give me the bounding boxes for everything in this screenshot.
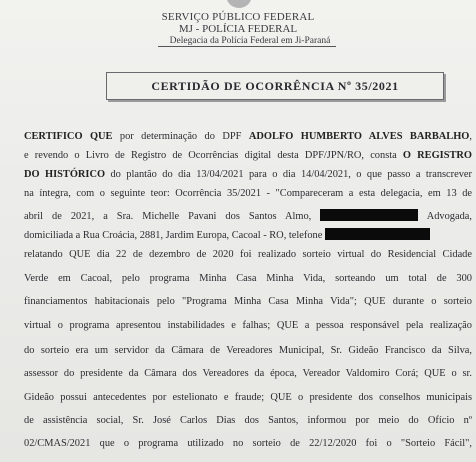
body-line-6: domiciliada a Rua Croácia, 2881, Jardim Europa, Cacoal - RO, telefone — [24, 228, 472, 242]
body-line-4: na íntegra, com o seguinte teor: Ocorrência 35/2021 - "Compareceram a esta delegacia, em 13 de — [24, 188, 472, 199]
body-line-10: virtual o programa apresentou instabilidades e falhas; QUE a pessoa responsável pela realização — [24, 320, 472, 331]
body-line-1: CERTIFICO QUE por determinação do DPF ADOLFO HUMBERTO ALVES BARBALHO, — [24, 131, 472, 142]
body-line-12: assessor do presidente da Câmara dos Vereadores da época, Vereador Valdomiro Corá; QUE o sr. — [24, 368, 472, 379]
header-service: SERVIÇO PÚBLICO FEDERAL — [161, 11, 315, 23]
body-line-3: DO HISTÓRICO do plantão do dia 13/04/2021 para o dia 14/04/2021, o que passo a transcrever — [24, 169, 473, 180]
body-line-9: financiamentos habitacionais pelo "Programa Minha Casa Minha Vida"; QUE durante o sorteio — [24, 296, 472, 307]
document-title: CERTIDÃO DE OCORRÊNCIA Nº 35/2021 — [151, 79, 399, 93]
header-delegacy: Delegacia da Polícia Federal em Ji-Paraná — [169, 36, 331, 46]
body-line-11: do sorteio era um servidor da Câmara de Vereadores Municipal, Sr. Gideão Francisco da Silva, — [24, 345, 472, 356]
header-ministry: MJ - POLÍCIA FEDERAL — [178, 23, 298, 35]
body-line-13: Gideão possui antecedentes por estelionato e fraude; QUE o presidente dos conselhos municipais — [24, 392, 472, 403]
title-box — [106, 72, 444, 100]
redaction-bar — [325, 228, 430, 240]
body-line-14: de assistência social, Sr. José Carlos Dias dos Santos, informou por meio do Ofício nº — [24, 415, 472, 426]
body-line-8: Verde em Cacoal, pelo programa Minha Casa Minha Vida, sorteando um total de 300 — [24, 273, 472, 284]
body-line-15: 02/CMAS/2021 que o programa utilizado no sorteio de 22/12/2020 foi o "Sorteio Fácil", — [24, 438, 472, 449]
redaction-bar — [320, 209, 418, 221]
body-line-5: abril de 2021, a Sra. Michelle Pavani dos Santos Almo, Advogada, — [24, 211, 472, 222]
coat-of-arms-icon — [226, 0, 252, 8]
dpf-name: ADOLFO HUMBERTO ALVES BARBALHO — [248, 131, 470, 142]
certifico-text: CERTIFICO QUE — [24, 131, 113, 142]
header-divider — [158, 46, 336, 47]
body-line-2: e revendo o Livro de Registro de Ocorrências digital desta DPF/JPN/RO, consta O REGISTRO — [24, 150, 472, 161]
body-line-7: relatando QUE dia 22 de dezembro de 2020 foi realizado sorteio virtual do Residencial Cidade — [24, 249, 472, 260]
